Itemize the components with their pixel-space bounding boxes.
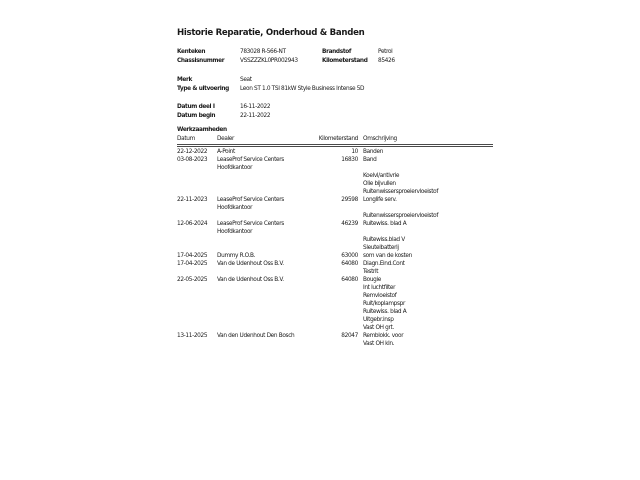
- vehicle-model-section: [177, 76, 497, 95]
- text-line: 03-08-2023: [177, 156, 208, 163]
- text-line: LeaseProf Service Centers: [217, 196, 284, 203]
- text-line: Sleutelbatterij: [363, 244, 399, 251]
- cell-omschrijving: [358, 220, 493, 252]
- field-value-kenteken: 783028 R-566-NT: [240, 49, 286, 55]
- field-label-merk: Merk: [177, 77, 193, 83]
- cell-kilometerstand: [313, 276, 358, 332]
- text-line: som van de kosten: [363, 252, 412, 259]
- text-line: Vast OH kln.: [363, 340, 395, 347]
- text-line: Testrit: [363, 268, 379, 275]
- field-value-type-uitvoering: Leon ST 1.0 TSI 81kW Style Business Intense 5D: [240, 86, 365, 93]
- werkzaamheden-table: [177, 136, 493, 348]
- cell-omschrijving: [358, 252, 493, 260]
- text-line: 46239: [341, 220, 358, 227]
- vehicle-id-section: [177, 48, 497, 67]
- field-value-datum-begin: 22-11-2022: [240, 113, 271, 120]
- cell-datum: [177, 276, 217, 332]
- cell-datum: [177, 260, 217, 276]
- cell-kilometerstand: [313, 260, 358, 276]
- cell-omschrijving: [358, 196, 493, 220]
- field-label-chassisnummer: Chassisnummer: [177, 58, 225, 65]
- cell-dealer: [217, 332, 313, 348]
- text-line: Bougie: [363, 276, 381, 283]
- table-row: [177, 220, 493, 252]
- text-line: Koelvl/antivrie: [363, 172, 400, 179]
- cell-omschrijving: [358, 332, 493, 348]
- text-line: Ruit/koplampspr: [363, 300, 405, 307]
- text-line: Dummy R.O.B.: [217, 252, 256, 259]
- text-line: A-Point: [217, 148, 235, 155]
- cell-datum: [177, 148, 217, 156]
- text-line: 12-06-2024: [177, 220, 208, 227]
- cell-dealer: [217, 196, 313, 220]
- werkzaamheden-heading: Werkzaamheden: [177, 127, 227, 133]
- cell-omschrijving: [358, 260, 493, 276]
- text-line: Van den Udenhout Den Bosch: [217, 332, 295, 339]
- text-line: [363, 228, 493, 236]
- text-line: Remblokk. voor: [363, 332, 404, 339]
- text-line: 22-11-2023: [177, 196, 208, 203]
- text-line: Ruitenwissersproeiervloeistof: [363, 212, 439, 219]
- table-row: [177, 332, 493, 348]
- cell-kilometerstand: [313, 148, 358, 156]
- field-label-datum-begin: Datum begin: [177, 113, 216, 120]
- cell-dealer: [217, 276, 313, 332]
- text-line: Diagn.Eind.Cont: [363, 260, 405, 267]
- cell-kilometerstand: [313, 252, 358, 260]
- table-row: [177, 276, 493, 332]
- text-line: Int luchtfilter: [363, 284, 396, 291]
- text-line: Van de Udenhout Oss B.V.: [217, 276, 284, 283]
- column-header-dealer: Dealer: [217, 136, 235, 142]
- cell-kilometerstand: [313, 156, 358, 196]
- text-line: 13-11-2025: [177, 332, 208, 339]
- text-line: Ruitewiss. blad A: [363, 308, 407, 315]
- cell-datum: [177, 156, 217, 196]
- cell-datum: [177, 252, 217, 260]
- cell-kilometerstand: [313, 332, 358, 348]
- text-line: Vast OH grt.: [363, 324, 394, 331]
- cell-dealer: [217, 220, 313, 252]
- text-line: 10: [351, 148, 358, 155]
- field-label-kilometerstand: Kilometerstand: [322, 58, 368, 65]
- text-line: Olie bijvullen: [363, 180, 396, 187]
- page-title: Historie Reparatie, Onderhoud & Banden: [177, 28, 365, 38]
- field-value-datum-deel-1: 16-11-2022: [240, 104, 271, 110]
- cell-omschrijving: [358, 276, 493, 332]
- text-line: Uitgebr.insp: [363, 316, 394, 323]
- table-row: [177, 252, 493, 260]
- registration-dates-section: [177, 103, 497, 122]
- cell-kilometerstand: [313, 196, 358, 220]
- text-line: Ruitenwissersproeiervloeistof: [363, 188, 439, 195]
- text-line: Ruitewiss. blad A: [363, 220, 407, 227]
- cell-kilometerstand: [313, 220, 358, 252]
- header-divider-line: [177, 144, 493, 147]
- cell-datum: [177, 332, 217, 348]
- text-line: 22-12-2022: [177, 148, 208, 155]
- cell-dealer: [217, 148, 313, 156]
- text-line: Band: [363, 156, 377, 163]
- text-line: Banden: [363, 148, 384, 155]
- text-line: 17-04-2025: [177, 252, 208, 259]
- field-label-datum-deel-1: Datum deel I: [177, 104, 215, 110]
- text-line: Hoofdkantoor: [217, 204, 253, 211]
- text-line: Remvloeistof: [363, 292, 397, 299]
- text-line: LeaseProf Service Centers: [217, 220, 284, 227]
- text-line: 64080: [341, 276, 358, 283]
- table-header-row: [177, 136, 493, 143]
- cell-datum: [177, 196, 217, 220]
- field-value-kilometerstand: 85426: [378, 58, 395, 65]
- text-line: 64080: [341, 260, 358, 267]
- column-header-kilometerstand: Kilometerstand: [318, 136, 358, 142]
- field-label-type-uitvoering: Type & uitvoering: [177, 86, 229, 93]
- field-label-brandstof: Brandstof: [322, 49, 352, 55]
- field-label-kenteken: Kenteken: [177, 49, 206, 55]
- text-line: 22-05-2025: [177, 276, 208, 283]
- column-header-datum: Datum: [177, 136, 195, 142]
- field-value-brandstof: Petrol: [378, 49, 393, 55]
- cell-dealer: [217, 156, 313, 196]
- cell-dealer: [217, 252, 313, 260]
- table-row: [177, 196, 493, 220]
- text-line: 29598: [341, 196, 358, 203]
- table-row: [177, 148, 493, 156]
- text-line: Longlife serv.: [363, 196, 397, 203]
- text-line: [363, 164, 493, 172]
- table-body: [177, 148, 493, 348]
- text-line: Van de Udenhout Oss B.V.: [217, 260, 284, 267]
- text-line: Hoofdkantoor: [217, 164, 253, 171]
- field-value-merk: Seat: [240, 77, 252, 83]
- cell-omschrijving: [358, 156, 493, 196]
- table-row: [177, 156, 493, 196]
- text-line: Hoofdkantoor: [217, 228, 253, 235]
- column-header-omschrijving: Omschrijving: [363, 136, 397, 142]
- text-line: Ruitewiss.blad V: [363, 236, 405, 243]
- text-line: 17-04-2025: [177, 260, 208, 267]
- cell-datum: [177, 220, 217, 252]
- cell-omschrijving: [358, 148, 493, 156]
- field-value-chassisnummer: VSSZZZKL0PR002943: [240, 58, 298, 65]
- table-row: [177, 260, 493, 276]
- text-line: [363, 204, 493, 212]
- cell-dealer: [217, 260, 313, 276]
- text-line: 63000: [341, 252, 358, 259]
- text-line: 82047: [341, 332, 358, 339]
- text-line: LeaseProf Service Centers: [217, 156, 284, 163]
- text-line: 16830: [341, 156, 358, 163]
